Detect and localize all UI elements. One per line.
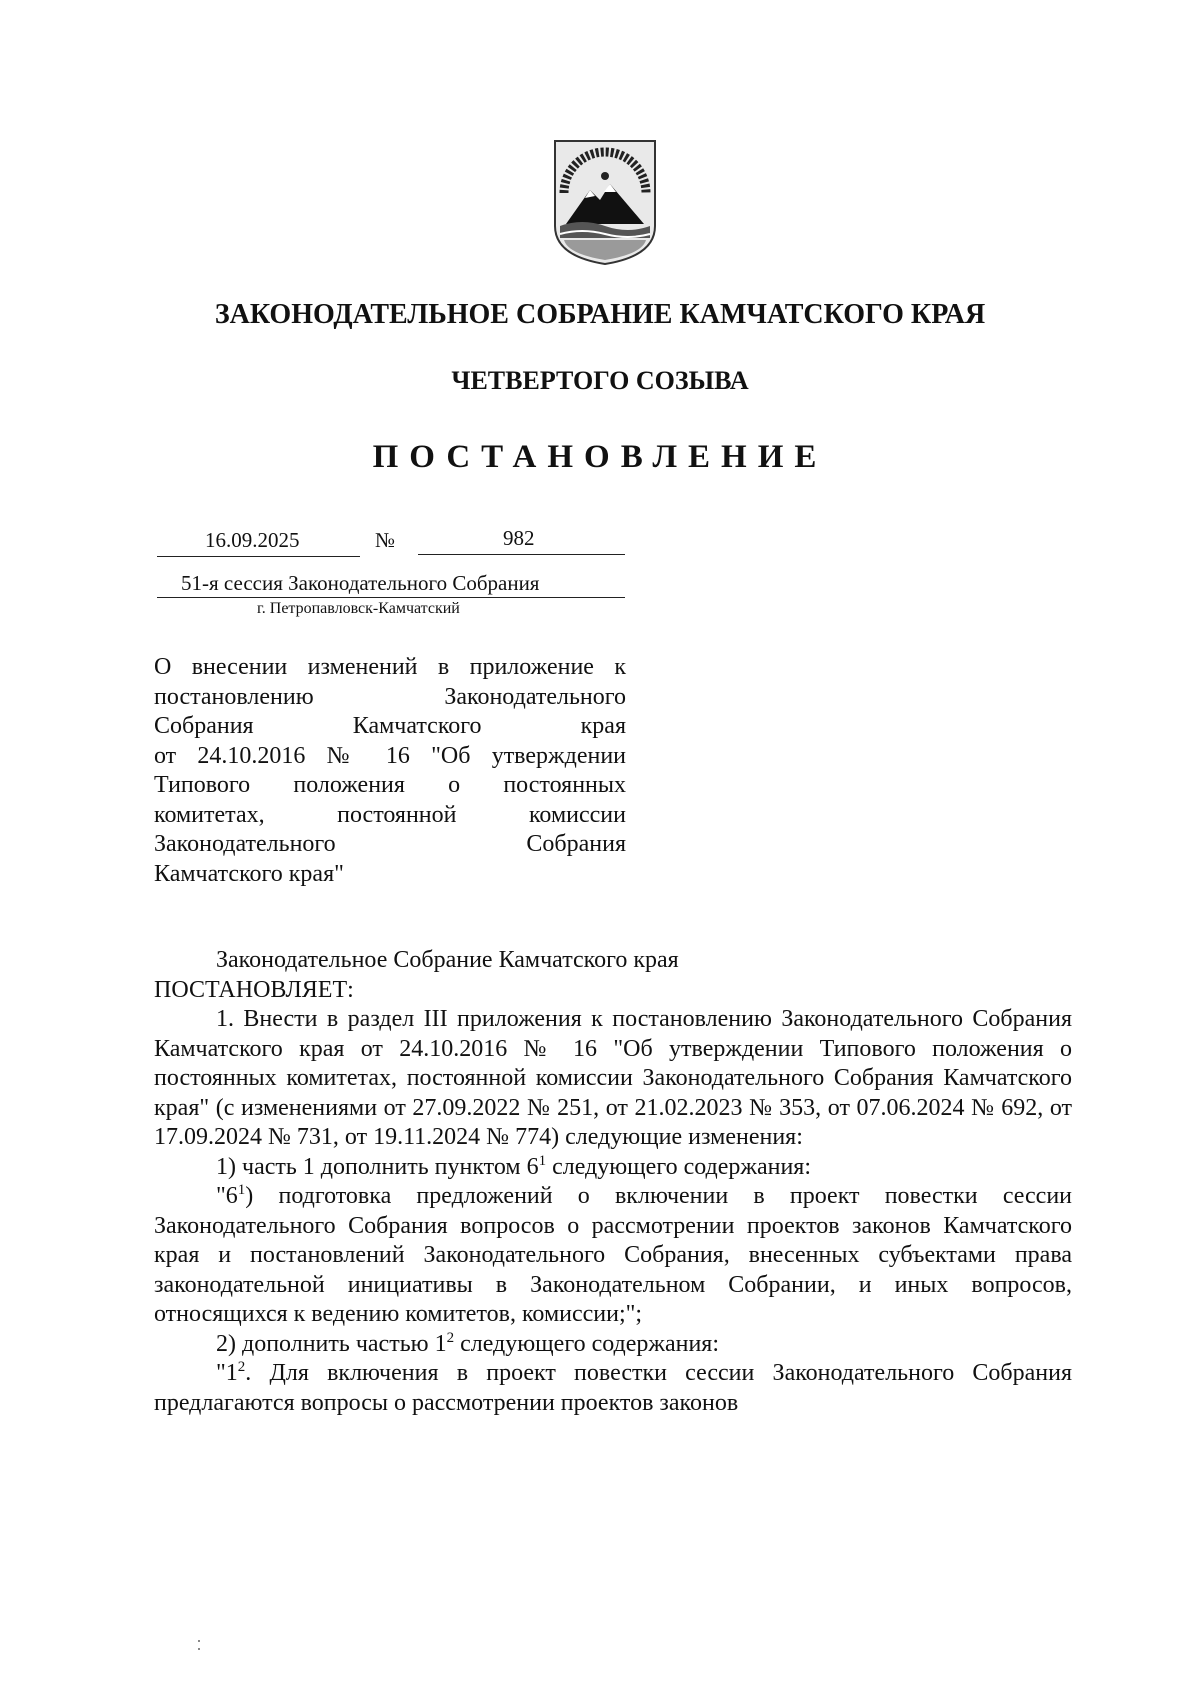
convocation-title: ЧЕТВЕРТОГО СОЗЫВА: [451, 366, 749, 395]
session-name: 51-я сессия Законодательного Собрания: [181, 571, 540, 595]
date-underline: [157, 556, 360, 557]
body-resolves: ПОСТАНОВЛЯЕТ:: [154, 976, 354, 1003]
session-underline: [157, 597, 625, 598]
subject-line: Камчатского края": [154, 860, 344, 887]
subject-line: О внесении изменений в приложение к: [154, 654, 626, 680]
document-number: 982: [503, 526, 535, 550]
body-paragraph-4: 2) дополнить частью $1^2$ следующего содержания:: [216, 1329, 720, 1357]
subject-line: комитетах, постоянной комиссии: [154, 801, 626, 828]
body-paragraph-2: 1) часть 1 дополнить пунктом $6^1$ следующего содержания:: [216, 1152, 812, 1180]
document-subject: [154, 653, 626, 889]
body-intro: Законодательное Собрание Камчатского края: [216, 947, 679, 973]
subject-line: от 24.10.2016 № 16 "Об утверждении: [154, 742, 626, 769]
organization-title: ЗАКОНОДАТЕЛЬНОЕ СОБРАНИЕ КАМЧАТСКОГО КРАЯ: [214, 299, 986, 330]
document-date: 16.09.2025: [205, 528, 300, 552]
scan-speck: [198, 1648, 200, 1650]
city-name: г. Петропавловск-Камчатский: [257, 600, 460, 617]
document-body: [154, 946, 1072, 1418]
number-underline: [418, 554, 625, 555]
subject-line: Законодательного Собрания: [154, 831, 626, 857]
scan-speck: [198, 1640, 200, 1642]
body-paragraph-3: "$6^1$) подготовка предложений о включении в проект повестки сессии Законодательного Собрания вопросов о рассмотрении проектов законов Камчатского края и постановлений Законодательного Собрания, внесенных субъектами права законодательной инициативы в Законодательном Собрании, и иных вопросов, относящихся к ведению комитетов, комиссии;";: [154, 1182, 1072, 1327]
subject-line: Собрания Камчатского края: [154, 713, 626, 739]
subject-line: постановлению Законодательного: [154, 683, 626, 710]
number-sign: №: [375, 528, 396, 552]
coat-of-arms-emblem: [552, 138, 658, 266]
document-type-title: ПОСТАНОВЛЕНИЕ: [372, 439, 828, 475]
body-paragraph-1: 1. Внести в раздел III приложения к постановлению Законодательного Собрания Камчатского края от 24.10.2016 № 16 "Об утверждении Типового положения о постоянных комитетах, постоянной комиссии Законодательного Собрания Камчатского края" (с изменениями от 27.09.2022 № 251, от 21.02.2023 № 353, от 07.06.2024 № 692, от 17.09.2024 № 731, от 19.11.2024 № 774) следующие изменения:: [154, 1006, 1072, 1150]
body-paragraph-5: "$1^2$. Для включения в проект повестки сессии Законодательного Собрания предлагаются вопросы о рассмотрении проектов законов: [154, 1359, 1072, 1416]
subject-line: Типового положения о постоянных: [154, 772, 626, 798]
